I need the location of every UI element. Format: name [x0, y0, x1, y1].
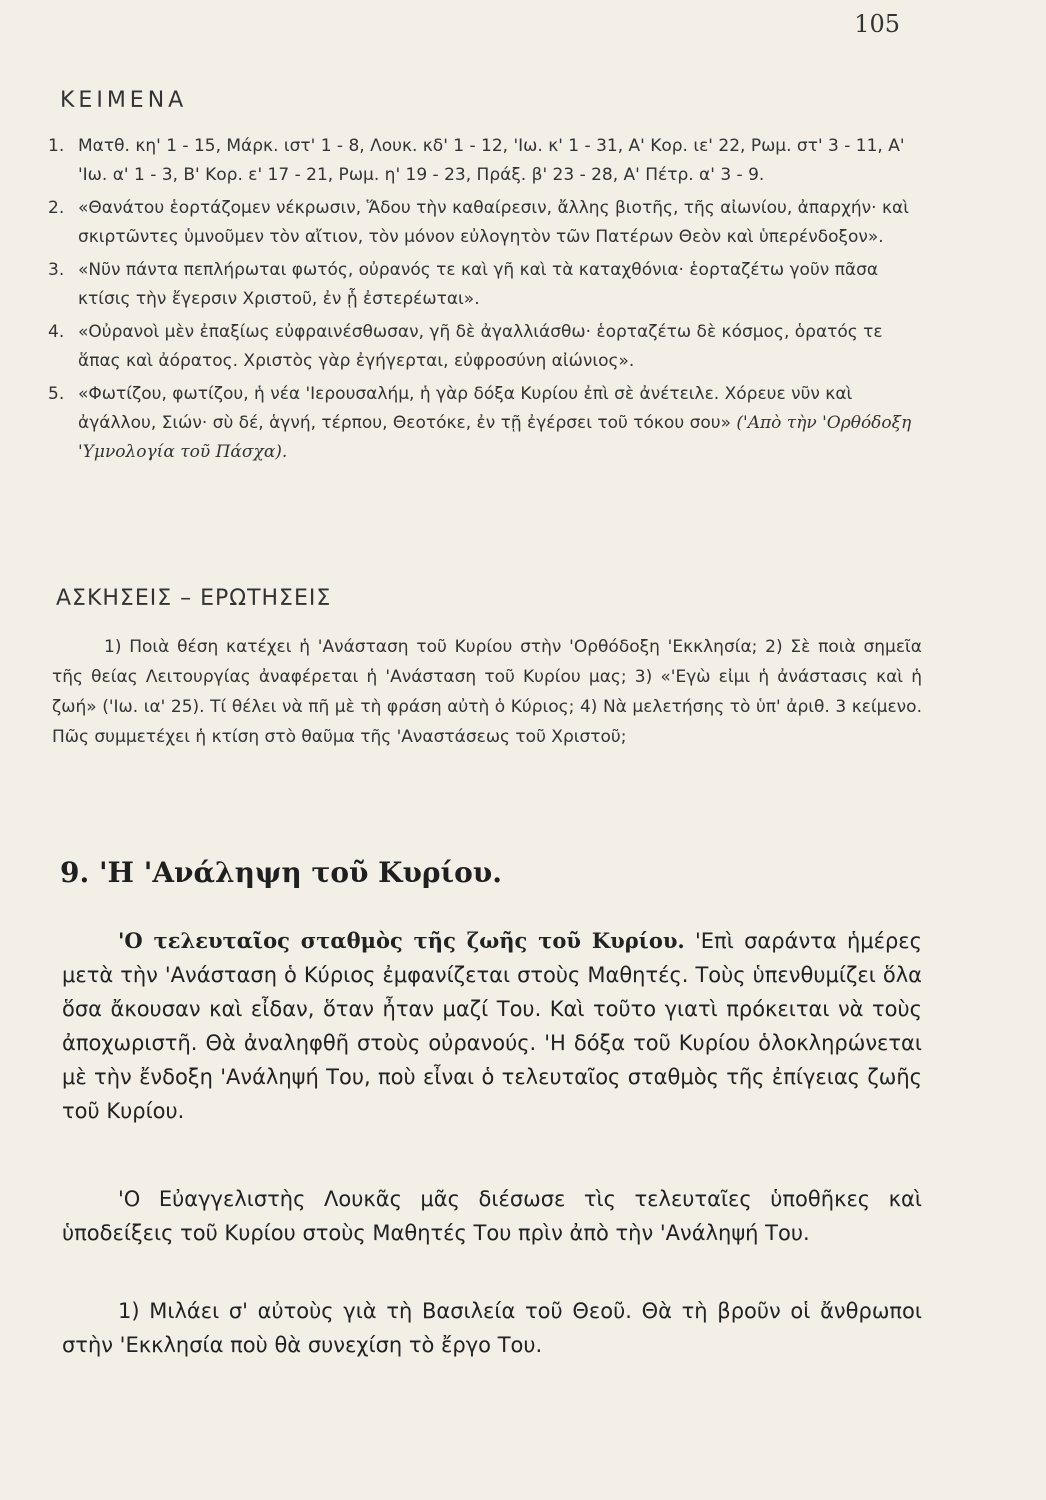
text-item-body: «Νῦν πάντα πεπλήρωται φωτός, οὐρανός τε καὶ γῆ καὶ τὰ καταχθόνια· ἑορταζέτω γοῦν πᾶσα κτίσις τὴν ἔγερσιν Χριστοῦ, ἐν ᾗ ἐστερέωται». [78, 260, 879, 309]
texts-list [48, 132, 928, 471]
text-item-number: 1. [48, 136, 65, 156]
exercises-heading: ΑΣΚΗΣΕΙΣ – ΕΡΩΤΗΣΕΙΣ [56, 586, 332, 611]
text-item-number: 4. [48, 322, 65, 342]
paragraph-1-text: 'Επὶ σαράντα ἡμέρες μετὰ τὴν 'Ανάσταση ὁ Κύριος ἐμφανίζεται στοὺς Μαθητές. Τοὺς ὑπενθυμίζει ὅλα ὅσα ἄκουσαν καὶ εἶδαν, ὅταν ἦταν μαζί Του. Καὶ τοῦτο γιατὶ πρόκειται νὰ τοὺς ἀποχωριστῆ. Θὰ ἀναληφθῆ στοὺς οὐρανούς. 'Η δόξα τοῦ Κυρίου ὁλοκληρώνεται μὲ τὴν ἔνδοξη 'Ανάληψή Του, ποὺ εἶναι ὁ τελευταῖος σταθμὸς τῆς ἐπίγειας ζωῆς τοῦ Κυρίου. [62, 929, 922, 1123]
text-item-body: «Θανάτου ἑορτάζομεν νέκρωσιν, Ἅδου τὴν καθαίρεσιν, ἄλλης βιοτῆς, τῆς αἰωνίου, ἀπαρχήν· καὶ σκιρτῶντες ὑμνοῦμεν τὸν αἴτιον, τὸν μόνον εὐλογητὸν τῶν Πατέρων Θεὸν καὶ ὑπερένδοξον». [78, 198, 909, 247]
text-item-number: 5. [48, 384, 65, 404]
paragraph-1-lead: 'Ο τελευταῖος σταθμὸς τῆς ζωῆς τοῦ Κυρίου. [118, 928, 685, 953]
text-item [48, 256, 928, 314]
text-item-number: 2. [48, 198, 65, 218]
exercises-text: 1) Ποιὰ θέση κατέχει ἡ 'Ανάσταση τοῦ Κυρίου στὴν 'Ορθόδοξη 'Εκκλησία; 2) Σὲ ποιὰ σημεῖα τῆς θείας Λειτουργίας ἀναφέρεται ἡ 'Ανάσταση τοῦ Κυρίου μας; 3) «'Εγὼ εἰμι ἡ ἀνάστασις καὶ ἡ ζωή» ('Ιω. ια' 25). Τί θέλει νὰ πῆ μὲ τὴ φράση αὐτὴ ὁ Κύριος; 4) Νὰ μελετήσης τὸ ὑπ' ἀριθ. 3 κείμενο. Πῶς συμμετέχει ἡ κτίση στὸ θαῦμα τῆς 'Αναστάσεως τοῦ Χριστοῦ; [52, 637, 922, 747]
chapter-title: 9. 'Η 'Ανάληψη τοῦ Κυρίου. [60, 856, 502, 889]
paragraph-2: 'Ο Εὐαγγελιστὴς Λουκᾶς μᾶς διέσωσε τὶς τελευταῖες ὑποθῆκες καὶ ὑποδείξεις τοῦ Κυρίου στοὺς Μαθητές Του πρὶν ἀπὸ τὴν 'Ανάληψή Του. [62, 1187, 922, 1245]
paragraph-1 [62, 924, 922, 1128]
texts-heading: ΚΕΙΜΕΝΑ [60, 88, 188, 113]
text-item-number: 3. [48, 260, 65, 280]
text-item-body: «Οὐρανοὶ μὲν ἐπαξίως εὐφραινέσθωσαν, γῆ δὲ ἀγαλλιάσθω· ἑορταζέτω δὲ κόσμος, ὁρατός τε ἅπας καὶ ἀόρατος. Χριστὸς γὰρ ἐγήγερται, εὐφροσύνη αἰώνιος». [78, 322, 883, 371]
paragraph-3: 1) Μιλάει σ' αὐτοὺς γιὰ τὴ Βασιλεία τοῦ Θεοῦ. Θὰ τὴ βροῦν οἱ ἄνθρωποι στὴν 'Εκκλησία ποὺ θὰ συνεχίση τὸ ἔργο Του. [62, 1299, 922, 1357]
text-item [48, 318, 928, 376]
text-item-body: «Φωτίζου, φωτίζου, ἡ νέα 'Ιερουσαλήμ, ἡ γὰρ δόξα Κυρίου ἐπὶ σὲ ἀνέτειλε. Χόρευε νῦν καὶ ἀγάλλου, Σιών· σὺ δέ, ἁγνή, τέρπου, Θεοτόκε, ἐν τῇ ἐγέρσει τοῦ τόκου σου» [78, 384, 853, 433]
text-item [48, 194, 928, 252]
text-item [48, 132, 928, 190]
page-number: 105 [854, 10, 900, 38]
text-item-body: Ματθ. κη' 1 - 15, Μάρκ. ιστ' 1 - 8, Λουκ. κδ' 1 - 12, 'Ιω. κ' 1 - 31, Α' Κορ. ιε' 22, Ρωμ. στ' 3 - 11, Α' 'Ιω. α' 1 - 3, Β' Κορ. ε' 17 - 21, Ρωμ. η' 19 - 23, Πράξ. β' 23 - 28, Α' Πέτρ. α' 3 - 9. [78, 136, 905, 185]
text-item-source: ('Απὸ τὴν 'Ορθόδοξη 'Υμνολογία τοῦ Πάσχα). [78, 413, 912, 462]
text-item [48, 380, 928, 467]
